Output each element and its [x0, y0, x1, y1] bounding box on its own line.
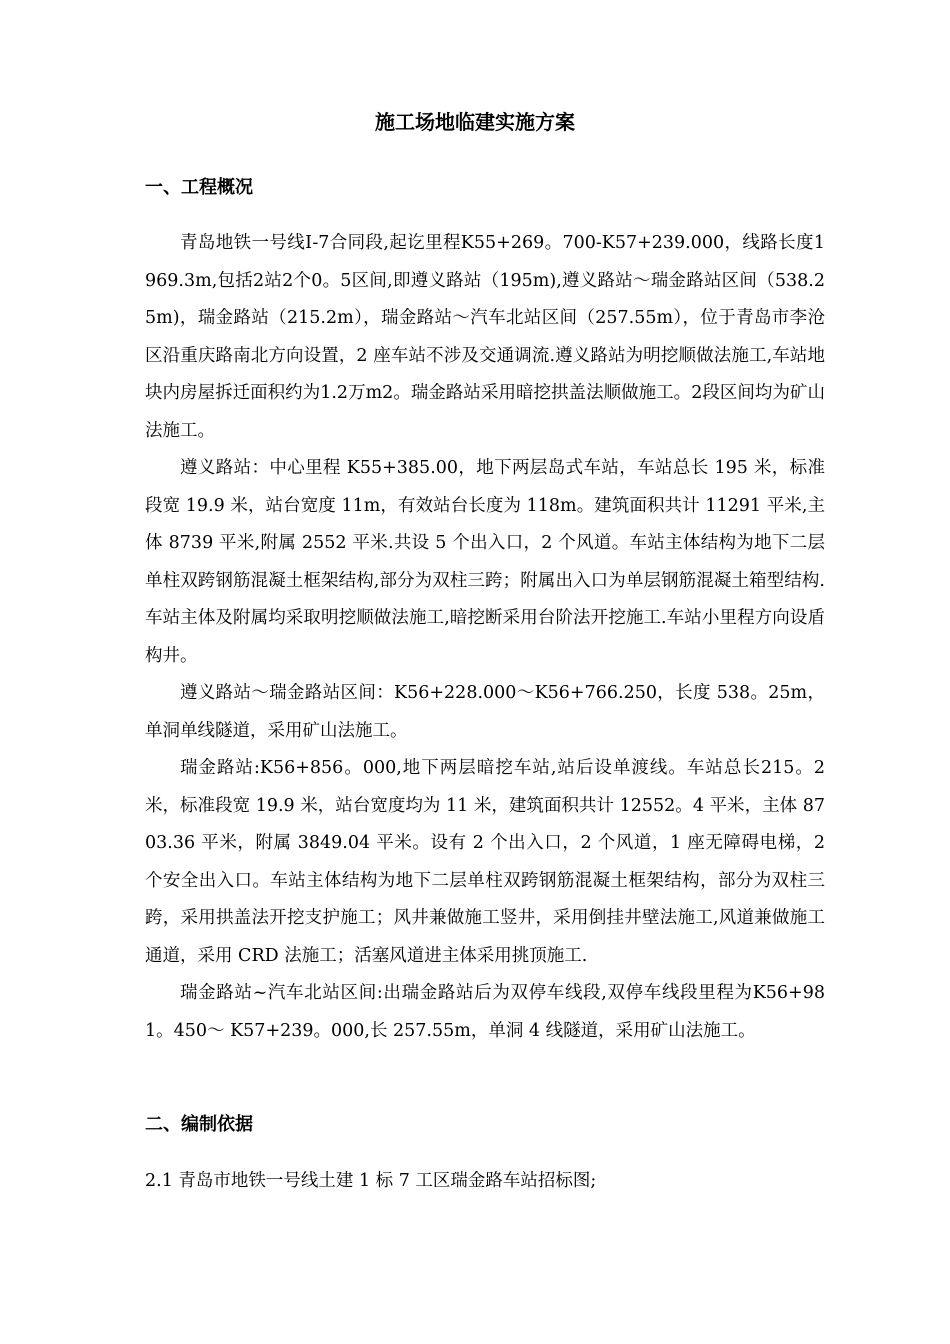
section-heading-basis: 二、编制依据: [145, 1114, 253, 1135]
paragraph-ruijin-road-station: 瑞金路站:K56+856。000,地下两层暗挖车站,站后设单渡线。车站总长215。2米，标准段宽 19.9 米，站台宽度均为 11 米，建筑面积共计 12552。4 平米，主体 8703.36 平米，附属 3849.04 平米。设有 2 个出入口，2 个风道，1 座无障碍电梯，2 个安全出入口。车站主体结构为地下二层单柱双跨钢筋混凝土框架结构，部分为双柱三跨，采用拱盖法开挖支护施工；风井兼做施工竖井，采用倒挂井壁法施工,风道兼做施工通道，采用 CRD 法施工；活塞风道进主体采用挑顶施工.: [145, 758, 825, 966]
paragraph-zunyi-ruijin-section: 遵义路站～瑞金路站区间：K56+228.000～K56+766.250，长度 538。25m，单洞单线隧道，采用矿山法施工。: [145, 683, 825, 741]
basis-item: 2.1 青岛市地铁一号线土建 1 标 7 工区瑞金路车站招标图;: [145, 1171, 597, 1191]
document-title: 施工场地临建实施方案: [375, 110, 575, 134]
section-heading-project-overview: 一、工程概况: [145, 177, 253, 198]
paragraph-zunyi-road-station: 遵义路站：中心里程 K55+385.00，地下两层岛式车站，车站总长 195 米，标准段宽 19.9 米，站台宽度 11m，有效站台长度为 118m。建筑面积共计 11291 平米,主体 8739 平米,附属 2552 平米.共设 5 个出入口，2 个风道。车站主体结构为地下二层单柱双跨钢筋混凝土框架结构,部分为双柱三跨；附属出入口为单层钢筋混凝土箱型结构.车站主体及附属均采取明挖顺做法施工,暗挖断采用台阶法开挖施工.车站小里程方向设盾构井。: [145, 458, 825, 666]
project-overview-body: [145, 225, 825, 1050]
paragraph-ruijin-bus-station-section: 瑞金路站~汽车北站区间:出瑞金路站后为双停车线段,双停车线段里程为K56+981。450～ K57+239。000,长 257.55m，单洞 4 线隧道，采用矿山法施工。: [145, 983, 825, 1041]
paragraph-line-overview: 青岛地铁一号线Ⅰ-7合同段,起讫里程K55+269。700-K57+239.000，线路长度1969.3m,包括2站2个0。5区间,即遵义路站（195m),遵义路站～瑞金路站区间（538.25m)，瑞金路站（215.2m），瑞金路站～汽车北站区间（257.55m），位于青岛市李沧区沿重庆路南北方向设置，2 座车站不涉及交通调流.遵义路站为明挖顺做法施工,车站地块内房屋拆迁面积约为1.2万m2。瑞金路站采用暗挖拱盖法顺做施工。2段区间均为矿山法施工。: [145, 233, 825, 441]
